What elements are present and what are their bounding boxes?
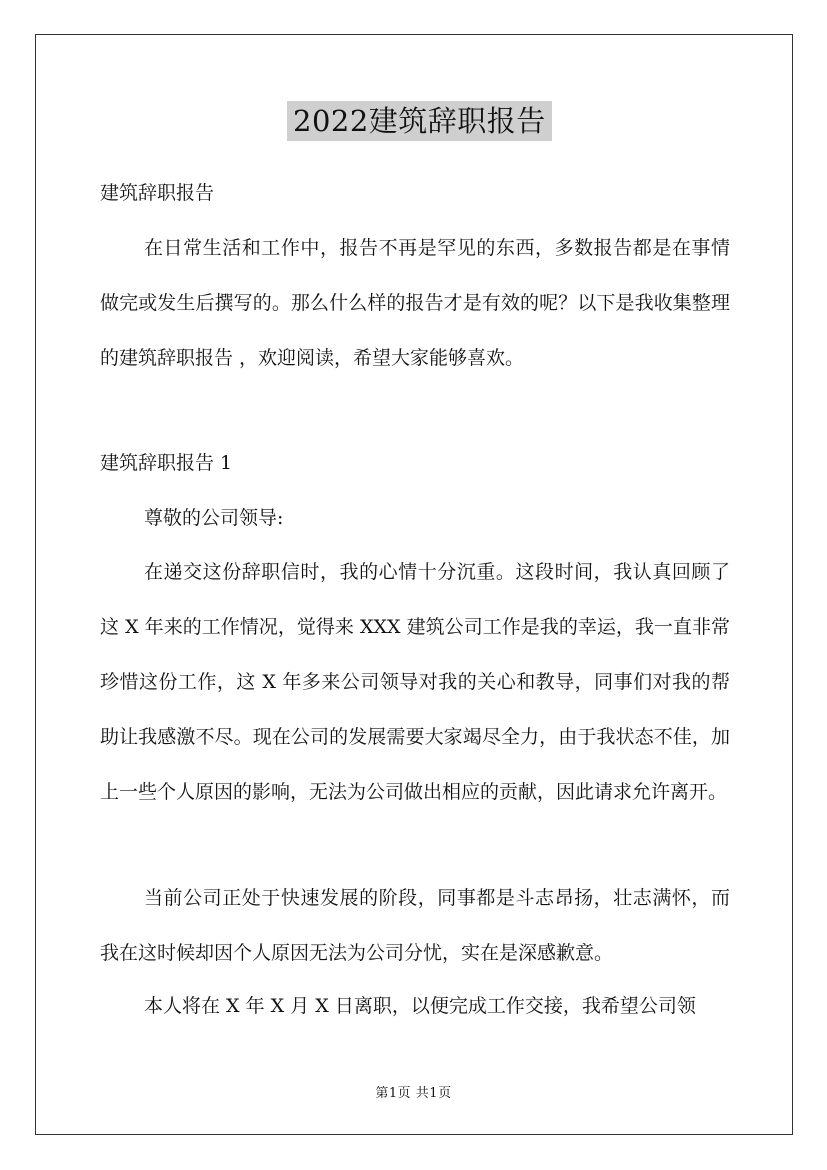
salutation: 尊敬的公司领导:	[144, 507, 284, 529]
section-heading-1: 建筑辞职报告 1	[100, 452, 233, 474]
body-paragraph-3: 本人将在 X 年 X 月 X 日离职，以便完成工作交接，我希望公司领	[144, 995, 696, 1017]
body-paragraph-1: 在递交这份辞职信时，我的心情十分沉重。这段时间，我认真回顾了这 X 年来的工作情况，觉得来 XXX 建筑公司工作是我的幸运，我一直非常珍惜这份工作，这 X 年多来公司领导对我的关心和教导，同事们对我的帮助让我感激不尽。现在公司的发展需要大家竭尽全力，由于我状态不佳，加上一些个人原因的影响，无法为公司做出相应的贡献，因此请求允许离开。	[100, 561, 730, 803]
page-footer: 第1页 共1页	[375, 1086, 452, 1101]
intro-heading: 建筑辞职报告	[100, 182, 215, 204]
intro-paragraph: 在日常生活和工作中，报告不再是罕见的东西，多数报告都是在事情做完或发生后撰写的。那么什么样的报告才是有效的呢？以下是我收集整理的建筑辞职报告 ，欢迎阅读，希望大家能够喜欢。	[100, 237, 730, 369]
document-title: 2022建筑辞职报告	[287, 101, 552, 141]
body-paragraph-2: 当前公司正处于快速发展的阶段，同事都是斗志昂扬，壮志满怀，而我在这时候却因个人原因无法为公司分忧，实在是深感歉意。	[100, 887, 730, 964]
